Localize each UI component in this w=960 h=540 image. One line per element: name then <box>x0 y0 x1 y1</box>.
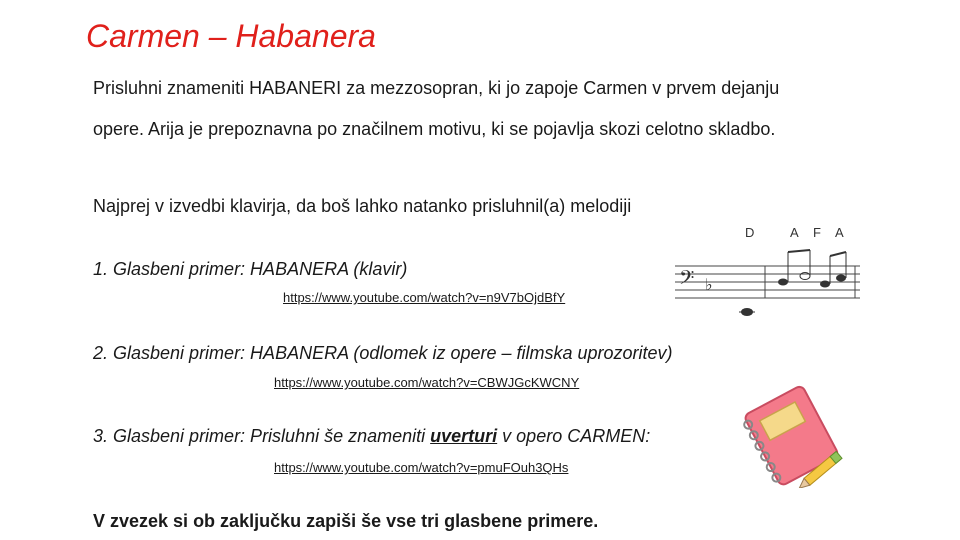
example-2-link[interactable]: https://www.youtube.com/watch?v=CBWJGcKWCNY <box>274 375 580 390</box>
score-note-a2: A <box>835 225 844 240</box>
closing-instruction: V zvezek si ob zaključku zapiši še vse tri glasbene primere. <box>93 511 599 531</box>
score-image <box>665 222 865 332</box>
intro-paragraph: Prisluhni znameniti HABANERI za mezzosopran, ki jo zapoje Carmen v prvem dejanju opere. Arija je prepoznavna po značilnem motivu, ki se pojavlja skozi celotno skladbo. <box>93 78 780 139</box>
example-1-link[interactable]: https://www.youtube.com/watch?v=n9V7bOjdBfY <box>283 290 566 305</box>
svg-text:𝄢: 𝄢 <box>679 266 695 294</box>
instruction-paragraph: Najprej v izvedbi klavirja, da boš lahko natanko prisluhnil(a) melodiji <box>93 196 632 216</box>
example-2-label: 2. Glasbeni primer: HABANERA (odlomek iz opere – filmska uprozoritev) <box>93 343 673 363</box>
score-note-a1: A <box>790 225 799 240</box>
page-title: Carmen – Habanera <box>86 18 376 54</box>
score-note-d: D <box>745 225 755 240</box>
notebook-icon <box>735 378 845 488</box>
example-3-label <box>93 426 650 447</box>
example-1-label: 1. Glasbeni primer: HABANERA (klavir) <box>93 259 408 279</box>
example-3-prefix: 3. Glasbeni primer: Prisluhni še znameniti <box>93 426 431 446</box>
example-3-link[interactable]: https://www.youtube.com/watch?v=pmuFOuh3QHs <box>274 460 569 475</box>
svg-text:♭: ♭ <box>705 275 713 294</box>
example-3-suffix: v opero CARMEN: <box>497 426 651 446</box>
example-3-highlight: uverturi <box>430 426 498 446</box>
score-note-f: F <box>813 225 821 240</box>
